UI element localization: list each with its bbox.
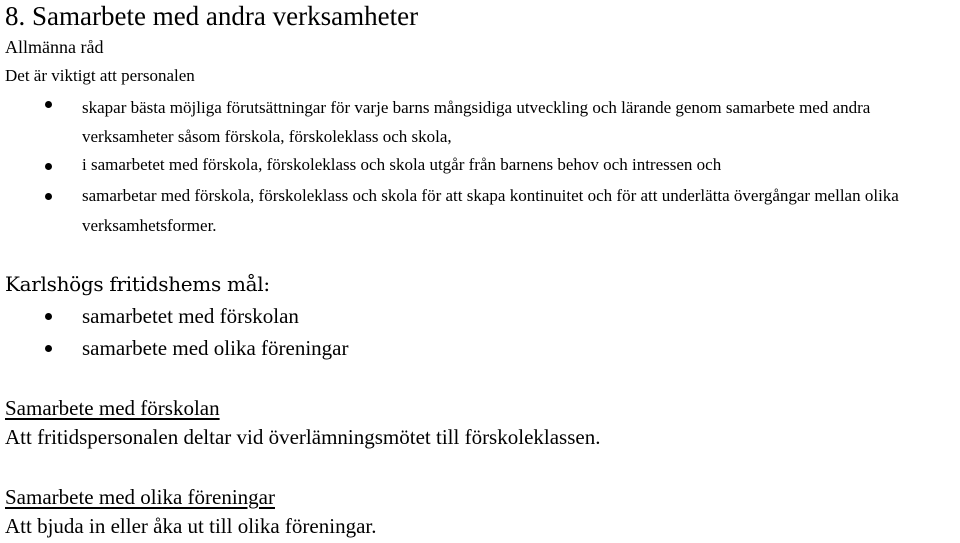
section-body-forskolan: Att fritidspersonalen deltar vid överlämningsmötet till förskoleklassen. bbox=[5, 425, 601, 449]
bullet-icon bbox=[45, 163, 52, 170]
bullet-icon bbox=[45, 313, 52, 320]
bullet-icon bbox=[45, 193, 52, 200]
bullet-icon bbox=[45, 345, 52, 352]
list-item-text: samarbete med olika föreningar bbox=[82, 336, 349, 360]
list-item-text: skapar bästa möjliga förutsättningar för varje barns mångsidiga utveckling och lärande genom samarbete med andra verksamheter såsom förskola, förskoleklass och skola, bbox=[82, 98, 871, 146]
section-body-foreningar: Att bjuda in eller åka ut till olika föreningar. bbox=[5, 514, 377, 538]
general-advice-heading: Allmänna råd bbox=[5, 37, 104, 57]
list-item-text: i samarbetet med förskola, förskoleklass och skola utgår från barnens behov och intressen och bbox=[82, 155, 722, 174]
list-item-text: samarbetet med förskolan bbox=[82, 304, 299, 328]
section-title-forskolan: Samarbete med förskolan bbox=[5, 396, 220, 420]
general-advice-intro: Det är viktigt att personalen bbox=[5, 66, 195, 85]
goals-heading: Karlshögs fritidshems mål: bbox=[5, 272, 270, 296]
list-item-text: samarbetar med förskola, förskoleklass och skola för att skapa kontinuitet och för att underlätta övergångar mellan olika verksamhetsformer. bbox=[82, 186, 899, 235]
section-title-foreningar: Samarbete med olika föreningar bbox=[5, 485, 275, 509]
page-title: 8. Samarbete med andra verksamheter bbox=[5, 1, 419, 31]
bullet-icon bbox=[45, 101, 52, 108]
